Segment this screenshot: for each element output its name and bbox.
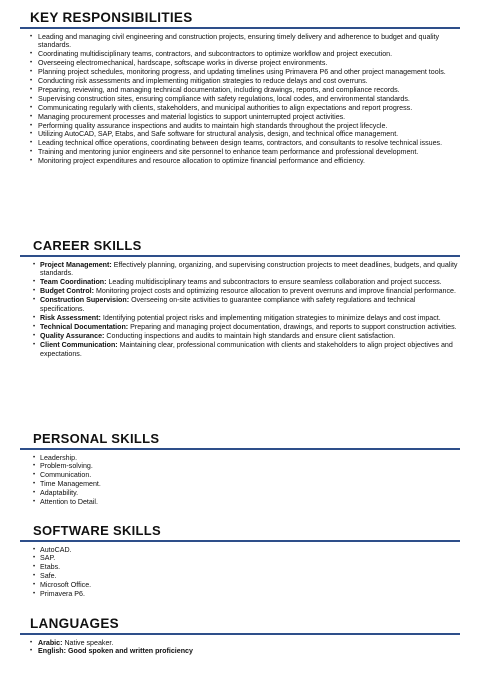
list-item: • Leadership. <box>33 453 78 462</box>
section-title: KEY RESPONSIBILITIES <box>30 10 193 25</box>
list-item: • Preparing, reviewing, and managing technical documentation, including drawings, reports, and compliance records. <box>30 85 400 94</box>
bullet-icon: • <box>30 149 33 156</box>
bullet-icon: • <box>33 323 36 330</box>
section-divider <box>20 27 460 29</box>
bullet-icon: • <box>33 481 36 488</box>
item-label: Technical Documentation: <box>40 322 129 331</box>
list-item: • AutoCAD. <box>33 545 72 554</box>
item-label: Team Coordination: <box>40 278 107 287</box>
list-item: • Training and mentoring junior engineers and site personnel to enhance team performance and professional development. <box>30 148 419 157</box>
bullet-icon: • <box>30 639 33 646</box>
list-item: • Team Coordination: Leading multidisciplinary teams and subcontractors to ensure seamless collaboration and project success. <box>33 278 442 287</box>
list-item: • Budget Control: Monitoring project costs and optimizing resource allocation to prevent overruns and improve financial performance. <box>33 287 456 296</box>
bullet-list <box>0 33 480 167</box>
list-item: • Coordinating multidisciplinary teams, contractors, and subcontractors to optimize workflow and project execution. <box>30 50 393 59</box>
bullet-icon: • <box>30 648 33 655</box>
list-item: • Time Management. <box>33 480 101 489</box>
bullet-icon: • <box>33 463 36 470</box>
list-item: • Supervising construction sites, ensuring compliance with safety regulations, local codes, and environmental standards. <box>30 94 410 103</box>
bullet-icon: • <box>33 341 36 348</box>
bullet-icon: • <box>33 297 36 304</box>
bullet-icon: • <box>33 564 36 571</box>
bullet-icon: • <box>33 314 36 321</box>
bullet-icon: • <box>33 279 36 286</box>
bullet-icon: • <box>30 95 33 102</box>
list-item: • Utilizing AutoCAD, SAP, Etabs, and Safe software for structural analysis, design, and technical office management. <box>30 130 399 139</box>
section-title: SOFTWARE SKILLS <box>33 523 161 538</box>
list-item: • Construction Supervision: Overseeing on-site activities to guarantee compliance with safety regulations and technical specifications. <box>33 296 416 314</box>
list-item: • Problem-solving. <box>33 462 93 471</box>
item-label: Construction Supervision: <box>40 296 130 305</box>
bullet-icon: • <box>33 582 36 589</box>
bullet-icon: • <box>33 332 36 339</box>
list-item: • Microsoft Office. <box>33 581 92 590</box>
bullet-icon: • <box>33 454 36 461</box>
section-title: PERSONAL SKILLS <box>33 431 160 446</box>
section-personal-skills <box>0 431 480 507</box>
list-item: • Primavera P6. <box>33 590 85 599</box>
list-item: • Arabic: Native speaker. <box>30 638 114 647</box>
list-item: • Technical Documentation: Preparing and managing project documentation, drawings, and reports to support construction activities. <box>33 322 457 331</box>
bullet-icon: • <box>30 122 33 129</box>
bullet-icon: • <box>33 261 36 268</box>
list-item: • Managing procurement processes and material logistics to support uninterrupted project activities. <box>30 112 346 121</box>
section-software-skills <box>0 523 480 599</box>
list-item: • Monitoring project expenditures and resource allocation to optimize financial performance and efficiency. <box>30 157 366 166</box>
bullet-icon: • <box>33 591 36 598</box>
list-item: • Risk Assessment: Identifying potential project risks and implementing mitigation strategies to minimize delays and cost impact. <box>33 313 441 322</box>
item-label: Project Management: <box>40 260 112 269</box>
list-item: • SAP. <box>33 554 56 563</box>
list-item: • Etabs. <box>33 563 61 572</box>
item-label: Arabic: <box>38 638 63 647</box>
bullet-icon: • <box>30 60 33 67</box>
list-item: • Safe. <box>33 572 57 581</box>
item-label: Budget Control: <box>40 287 94 296</box>
bullet-icon: • <box>30 131 33 138</box>
bullet-icon: • <box>30 69 33 76</box>
bullet-icon: • <box>30 78 33 85</box>
section-career-skills <box>0 238 480 358</box>
item-label: Risk Assessment: <box>40 313 101 322</box>
bullet-icon: • <box>33 288 36 295</box>
item-label: Client Communication: <box>40 340 118 349</box>
section-title: LANGUAGES <box>30 616 119 631</box>
bullet-list <box>0 546 480 599</box>
bullet-icon: • <box>30 113 33 120</box>
bullet-icon: • <box>33 472 36 479</box>
bullet-icon: • <box>33 546 36 553</box>
section-key-responsibilities <box>0 10 480 166</box>
list-item: • Client Communication: Maintaining clear, professional communication with clients and stakeholders to align project objectives and expectations. <box>33 340 453 358</box>
list-item: • Attention to Detail. <box>33 498 98 507</box>
list-item: • Communication. <box>33 471 92 480</box>
list-item: • Communicating regularly with clients, stakeholders, and municipal authorities to align expectations and report progress. <box>30 103 413 112</box>
bullet-icon: • <box>30 140 33 147</box>
section-languages <box>0 616 480 656</box>
list-item: • Adaptability. <box>33 489 79 498</box>
section-divider <box>20 540 460 542</box>
list-item: • Conducting risk assessments and implementing mitigation strategies to reduce delays and cost overruns. <box>30 77 368 86</box>
section-divider <box>20 633 460 635</box>
bullet-list <box>0 261 480 359</box>
list-item: • Overseeing electromechanical, hardscape, softscape works in diverse project environments. <box>30 59 328 68</box>
bullet-icon: • <box>30 33 33 40</box>
section-divider <box>20 448 460 450</box>
bullet-icon: • <box>33 555 36 562</box>
item-label: English: <box>38 647 66 656</box>
bullet-icon: • <box>30 104 33 111</box>
list-item: • Leading and managing civil engineering and construction projects, ensuring timely delivery and adherence to budget and quality standards. <box>30 32 440 50</box>
section-title: CAREER SKILLS <box>33 238 142 253</box>
bullet-list <box>0 454 480 507</box>
bullet-icon: • <box>33 573 36 580</box>
section-divider <box>20 255 460 257</box>
list-item: • English: Good spoken and written proficiency <box>30 647 193 656</box>
item-label: Quality Assurance: <box>40 331 105 340</box>
bullet-icon: • <box>30 51 33 58</box>
bullet-icon: • <box>33 490 36 497</box>
bullet-list <box>0 639 480 657</box>
list-item: • Project Management: Effectively planning, organizing, and supervising construction projects to meet deadlines, budgets, and quality standards. <box>33 260 458 278</box>
list-item: • Performing quality assurance inspections and audits to maintain high standards throughout the project lifecycle. <box>30 121 388 130</box>
bullet-icon: • <box>33 499 36 506</box>
bullet-icon: • <box>30 86 33 93</box>
list-item: • Leading technical office operations, coordinating between design teams, contractors, and consultants to resolve technical issues. <box>30 139 443 148</box>
bullet-icon: • <box>30 158 33 165</box>
list-item: • Planning project schedules, monitoring progress, and updating timelines using Primavera P6 and other project management tools. <box>30 68 446 77</box>
list-item: • Quality Assurance: Conducting inspections and audits to maintain high standards and ensure client satisfaction. <box>33 331 396 340</box>
